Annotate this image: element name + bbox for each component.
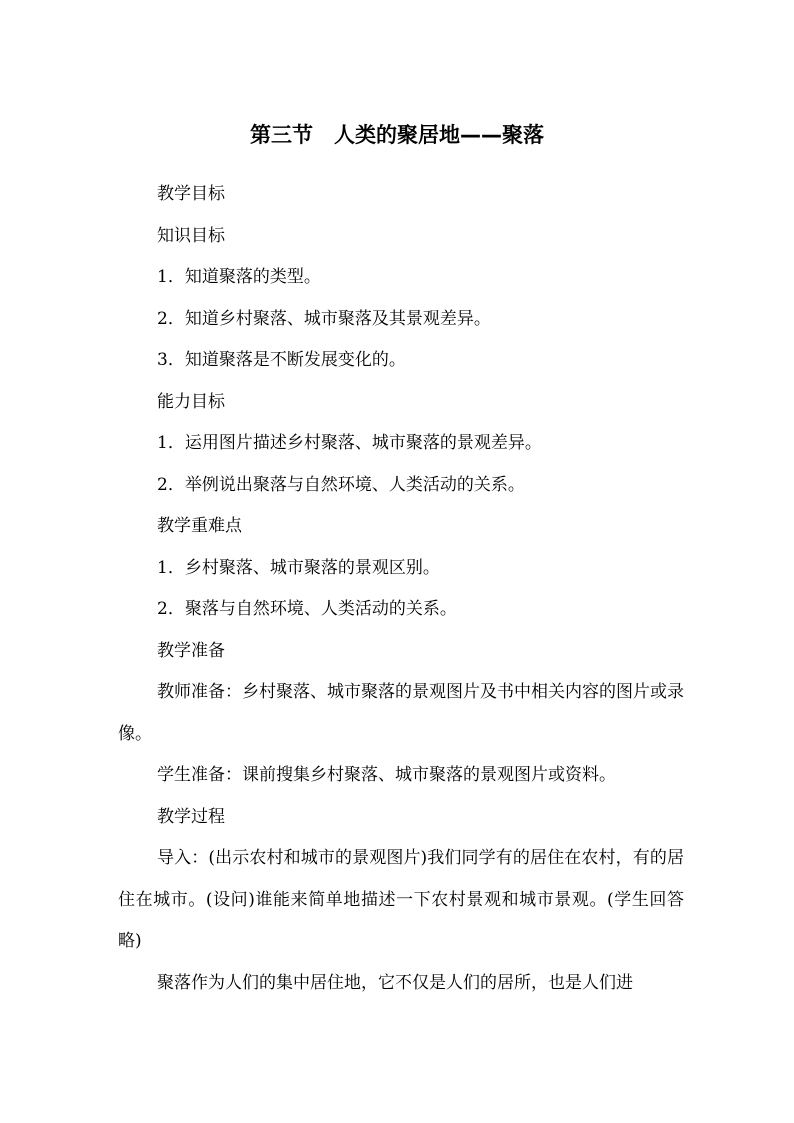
- heading-teaching-goals: 教学目标: [157, 184, 225, 204]
- ability-goal-2: 2．举例说出聚落与自然环境、人类活动的关系。: [157, 475, 525, 495]
- knowledge-goal-2: 2．知道乡村聚落、城市聚落及其景观差异。: [157, 309, 491, 329]
- page-title: 第三节 人类的聚居地——聚落: [250, 123, 544, 147]
- key-difficulty-1: 1．乡村聚落、城市聚落的景观区别。: [157, 558, 440, 578]
- knowledge-goal-1: 1．知道聚落的类型。: [157, 267, 321, 287]
- heading-teaching-prep: 教学准备: [157, 641, 225, 661]
- intro-paragraph: 导入：(出示农村和城市的景观图片)我们同学有的居住在农村，有的居住在城市。(设问)谁能来简单地描述一下农村景观和城市景观。(学生回答略): [118, 848, 684, 951]
- heading-key-difficulties: 教学重难点: [157, 516, 242, 536]
- student-prep-paragraph: 学生准备：课前搜集乡村聚落、城市聚落的景观图片或资料。: [157, 765, 616, 785]
- knowledge-goal-3: 3．知道聚落是不断发展变化的。: [157, 350, 406, 370]
- ability-goal-1: 1．运用图片描述乡村聚落、城市聚落的景观差异。: [157, 433, 542, 453]
- heading-ability-goals: 能力目标: [157, 392, 225, 412]
- heading-knowledge-goals: 知识目标: [157, 226, 225, 246]
- key-difficulty-2: 2．聚落与自然环境、人类活动的关系。: [157, 599, 457, 619]
- heading-teaching-process: 教学过程: [157, 807, 225, 827]
- teacher-prep-paragraph: 教师准备：乡村聚落、城市聚落的景观图片及书中相关内容的图片或录像。: [118, 682, 684, 744]
- settlement-paragraph: 聚落作为人们的集中居住地，它不仅是人们的居所，也是人们进: [157, 973, 633, 993]
